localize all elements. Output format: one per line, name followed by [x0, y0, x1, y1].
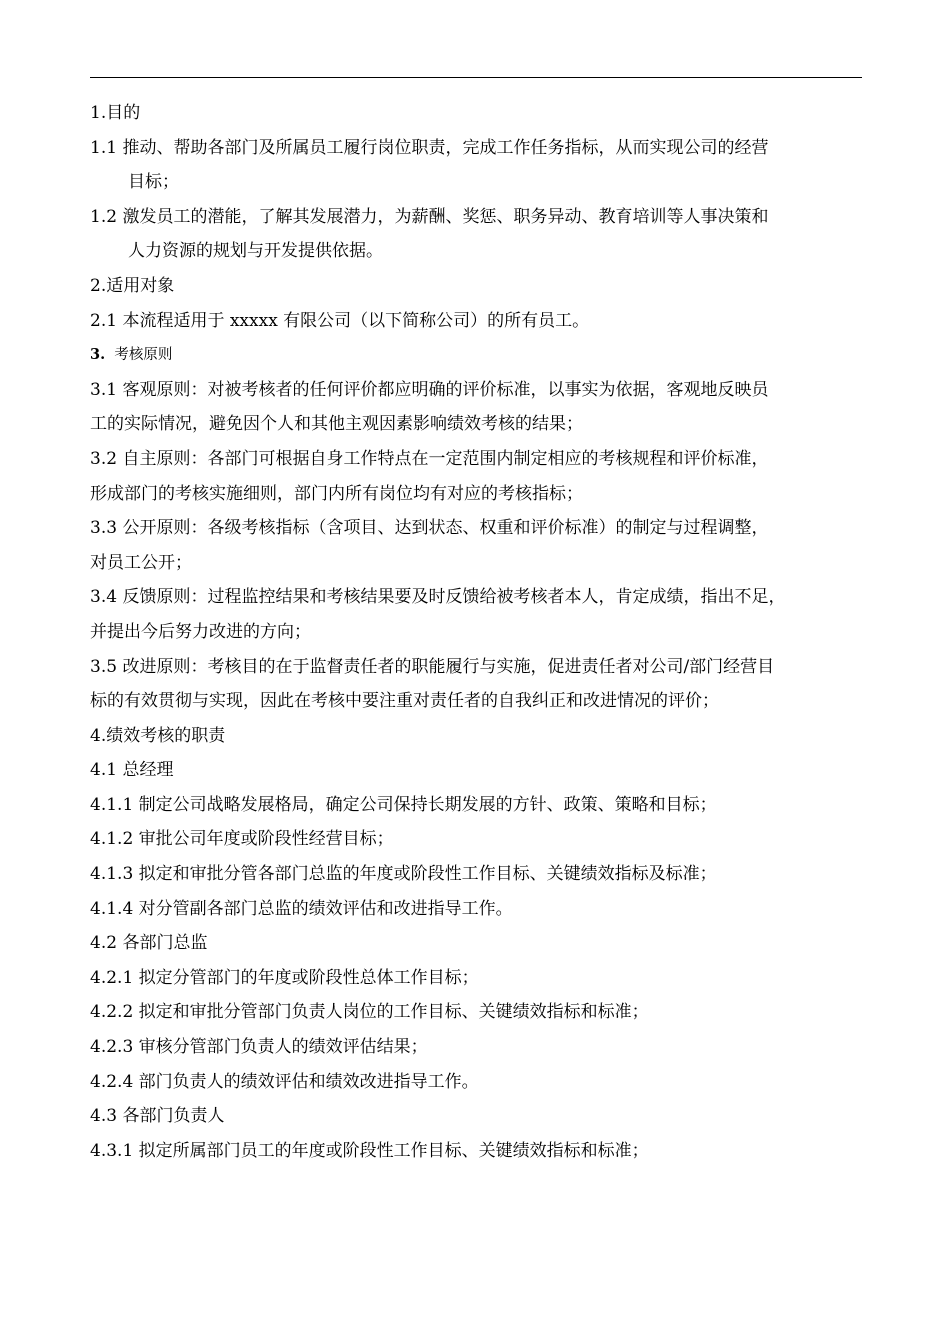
- paragraph-2-1: 2.1 本流程适用于 xxxxx 有限公司（以下简称公司）的所有员工。: [90, 310, 590, 331]
- item-4-2-2: 4.2.2 拟定和审批分管部门负责人岗位的工作目标、关键绩效指标和标准；: [90, 1002, 649, 1023]
- paragraph-3-4-cont: 并提出今后努力改进的方向；: [90, 621, 311, 642]
- paragraph-1-2-cont: 人力资源的规划与开发提供依据。: [128, 241, 383, 262]
- heading-principles: 3. 考核原则: [90, 346, 173, 364]
- paragraph-3-2: 3.2 自主原则：各部门可根据自身工作特点在一定范围内制定相应的考核规程和评价标准，: [90, 448, 769, 469]
- item-4-1-1: 4.1.1 制定公司战略发展格局，确定公司保持长期发展的方针、政策、策略和目标；: [90, 794, 717, 815]
- paragraph-3-3: 3.3 公开原则：各级考核指标（含项目、达到状态、权重和评价标准）的制定与过程调整，: [90, 518, 769, 539]
- item-4-1-3: 4.1.3 拟定和审批分管各部门总监的年度或阶段性工作目标、关键绩效指标及标准；: [90, 864, 717, 885]
- heading-4-3: 4.3 各部门负责人: [90, 1106, 225, 1127]
- heading-4-1: 4.1 总经理: [90, 760, 174, 781]
- paragraph-3-2-cont: 形成部门的考核实施细则，部门内所有岗位均有对应的考核指标；: [90, 483, 583, 504]
- paragraph-3-1: 3.1 客观原则：对被考核者的任何评价都应明确的评价标准，以事实为依据，客观地反映员: [90, 379, 769, 400]
- paragraph-3-1-cont: 工的实际情况，避免因个人和其他主观因素影响绩效考核的结果；: [90, 414, 583, 435]
- paragraph-3-4: 3.4 反馈原则：过程监控结果和考核结果要及时反馈给被考核者本人，肯定成绩，指出不足，: [90, 587, 786, 608]
- item-4-3-1: 4.3.1 拟定所属部门员工的年度或阶段性工作目标、关键绩效指标和标准；: [90, 1140, 649, 1161]
- paragraph-1-1: 1.1 推动、帮助各部门及所属员工履行岗位职责，完成工作任务指标，从而实现公司的经营: [90, 137, 769, 158]
- document-body: [90, 96, 862, 1168]
- heading-scope: 2.适用对象: [90, 275, 175, 296]
- item-4-2-3: 4.2.3 审核分管部门负责人的绩效评估结果；: [90, 1037, 428, 1058]
- item-4-2-1: 4.2.1 拟定分管部门的年度或阶段性总体工作目标；: [90, 967, 479, 988]
- heading-responsibilities: 4.绩效考核的职责: [90, 725, 226, 746]
- paragraph-1-1-cont: 目标；: [128, 172, 179, 193]
- heading-principles-number: 3: [90, 346, 101, 364]
- header-rule: [90, 77, 862, 78]
- paragraph-1-2: 1.2 激发员工的潜能，了解其发展潜力，为薪酬、奖惩、职务异动、教育培训等人事决策和: [90, 206, 769, 227]
- item-4-1-4: 4.1.4 对分管副各部门总监的绩效评估和改进指导工作。: [90, 898, 513, 919]
- heading-principles-text: 考核原则: [114, 347, 173, 364]
- paragraph-3-5-cont: 标的有效贯彻与实现，因此在考核中要注重对责任者的自我纠正和改进情况的评价；: [90, 691, 719, 712]
- item-4-1-2: 4.1.2 审批公司年度或阶段性经营目标；: [90, 829, 394, 850]
- paragraph-3-3-cont: 对员工公开；: [90, 552, 192, 573]
- heading-purpose: 1.目的: [90, 103, 141, 123]
- paragraph-3-5: 3.5 改进原则：考核目的在于监督责任者的职能履行与实施，促进责任者对公司/部门经营目: [90, 656, 775, 677]
- item-4-2-4: 4.2.4 部门负责人的绩效评估和绩效改进指导工作。: [90, 1071, 479, 1092]
- heading-4-2: 4.2 各部门总监: [90, 933, 208, 954]
